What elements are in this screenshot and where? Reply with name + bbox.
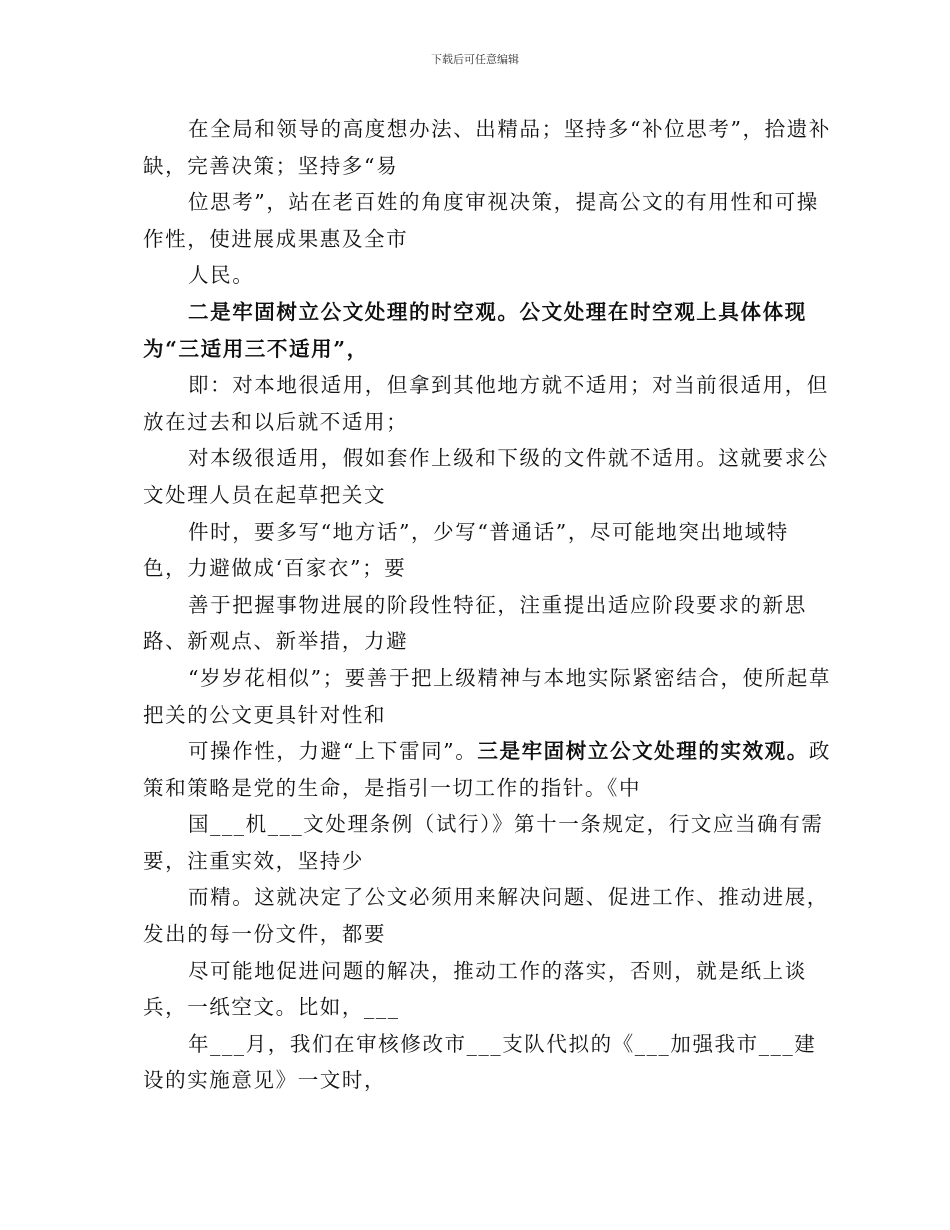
paragraph-1: 在全局和领导的高度想办法、出精品；坚持多“补位思考”，拾遗补缺，完善决策；坚持多“易 [143,117,831,178]
paragraph-10-tail: 政策和策略是党的生命，是指引一切工作的指针。《中 [143,739,831,800]
document-body [143,111,833,1099]
paragraph-3: 人民。 [188,263,255,288]
paragraph-8: 善于把握事物进展的阶段性特征，注重提出适应阶段要求的新思路、新观点、新举措，力避 [143,592,807,654]
paragraph-6: 对本级很适用，假如套作上级和下级的文件就不适用。这就要求公文处理人员在起草把关文 [143,446,829,507]
paragraph-13: 尽可能地促进问题的解决，推动工作的落实，否则，就是纸上谈兵，一纸空文。比如，___ [143,958,807,1020]
page-header: 下载后可任意编辑 [431,53,519,66]
paragraph-2: 位思考”，站在老百姓的角度审视决策，提高公文的有用性和可操作性，使进展成果惠及全市 [143,190,819,251]
paragraph-11: 国___机___文处理条例（试行）》第十一条规定，行文应当确有需要，注重实效，坚持少 [143,812,824,873]
section-heading-three: 三是牢固树立公文处理的实效观。 [477,739,809,764]
section-heading-two: 二是牢固树立公文处理的时空观。公文处理在时空观上具体体现为“三适用三不适用”， [143,299,807,361]
paragraph-5: 即：对本地很适用，但拿到其他地方就不适用；对当前很适用，但放在过去和以后就不适用； [143,373,829,434]
paragraph-9: “岁岁花相似”；要善于把上级精神与本地实际紧密结合，使所起草把关的公文更具针对性和 [143,665,831,727]
paragraph-10 [143,733,833,806]
paragraph-10-lead: 可操作性，力避“上下雷同”。 [188,739,478,764]
paragraph-12: 而精。这就决定了公文必须用来解决问题、促进工作、推动进展，发出的每一份文件，都要 [143,885,829,947]
paragraph-14: 年___月，我们在审核修改市___支队代拟的《___加强我市___建设的实施意见》一文时， [143,1031,817,1093]
paragraph-7: 件时，要多写“地方话”，少写“普通话”，尽可能地突出地域特色，力避做成‘百家衣”；要 [143,519,789,581]
